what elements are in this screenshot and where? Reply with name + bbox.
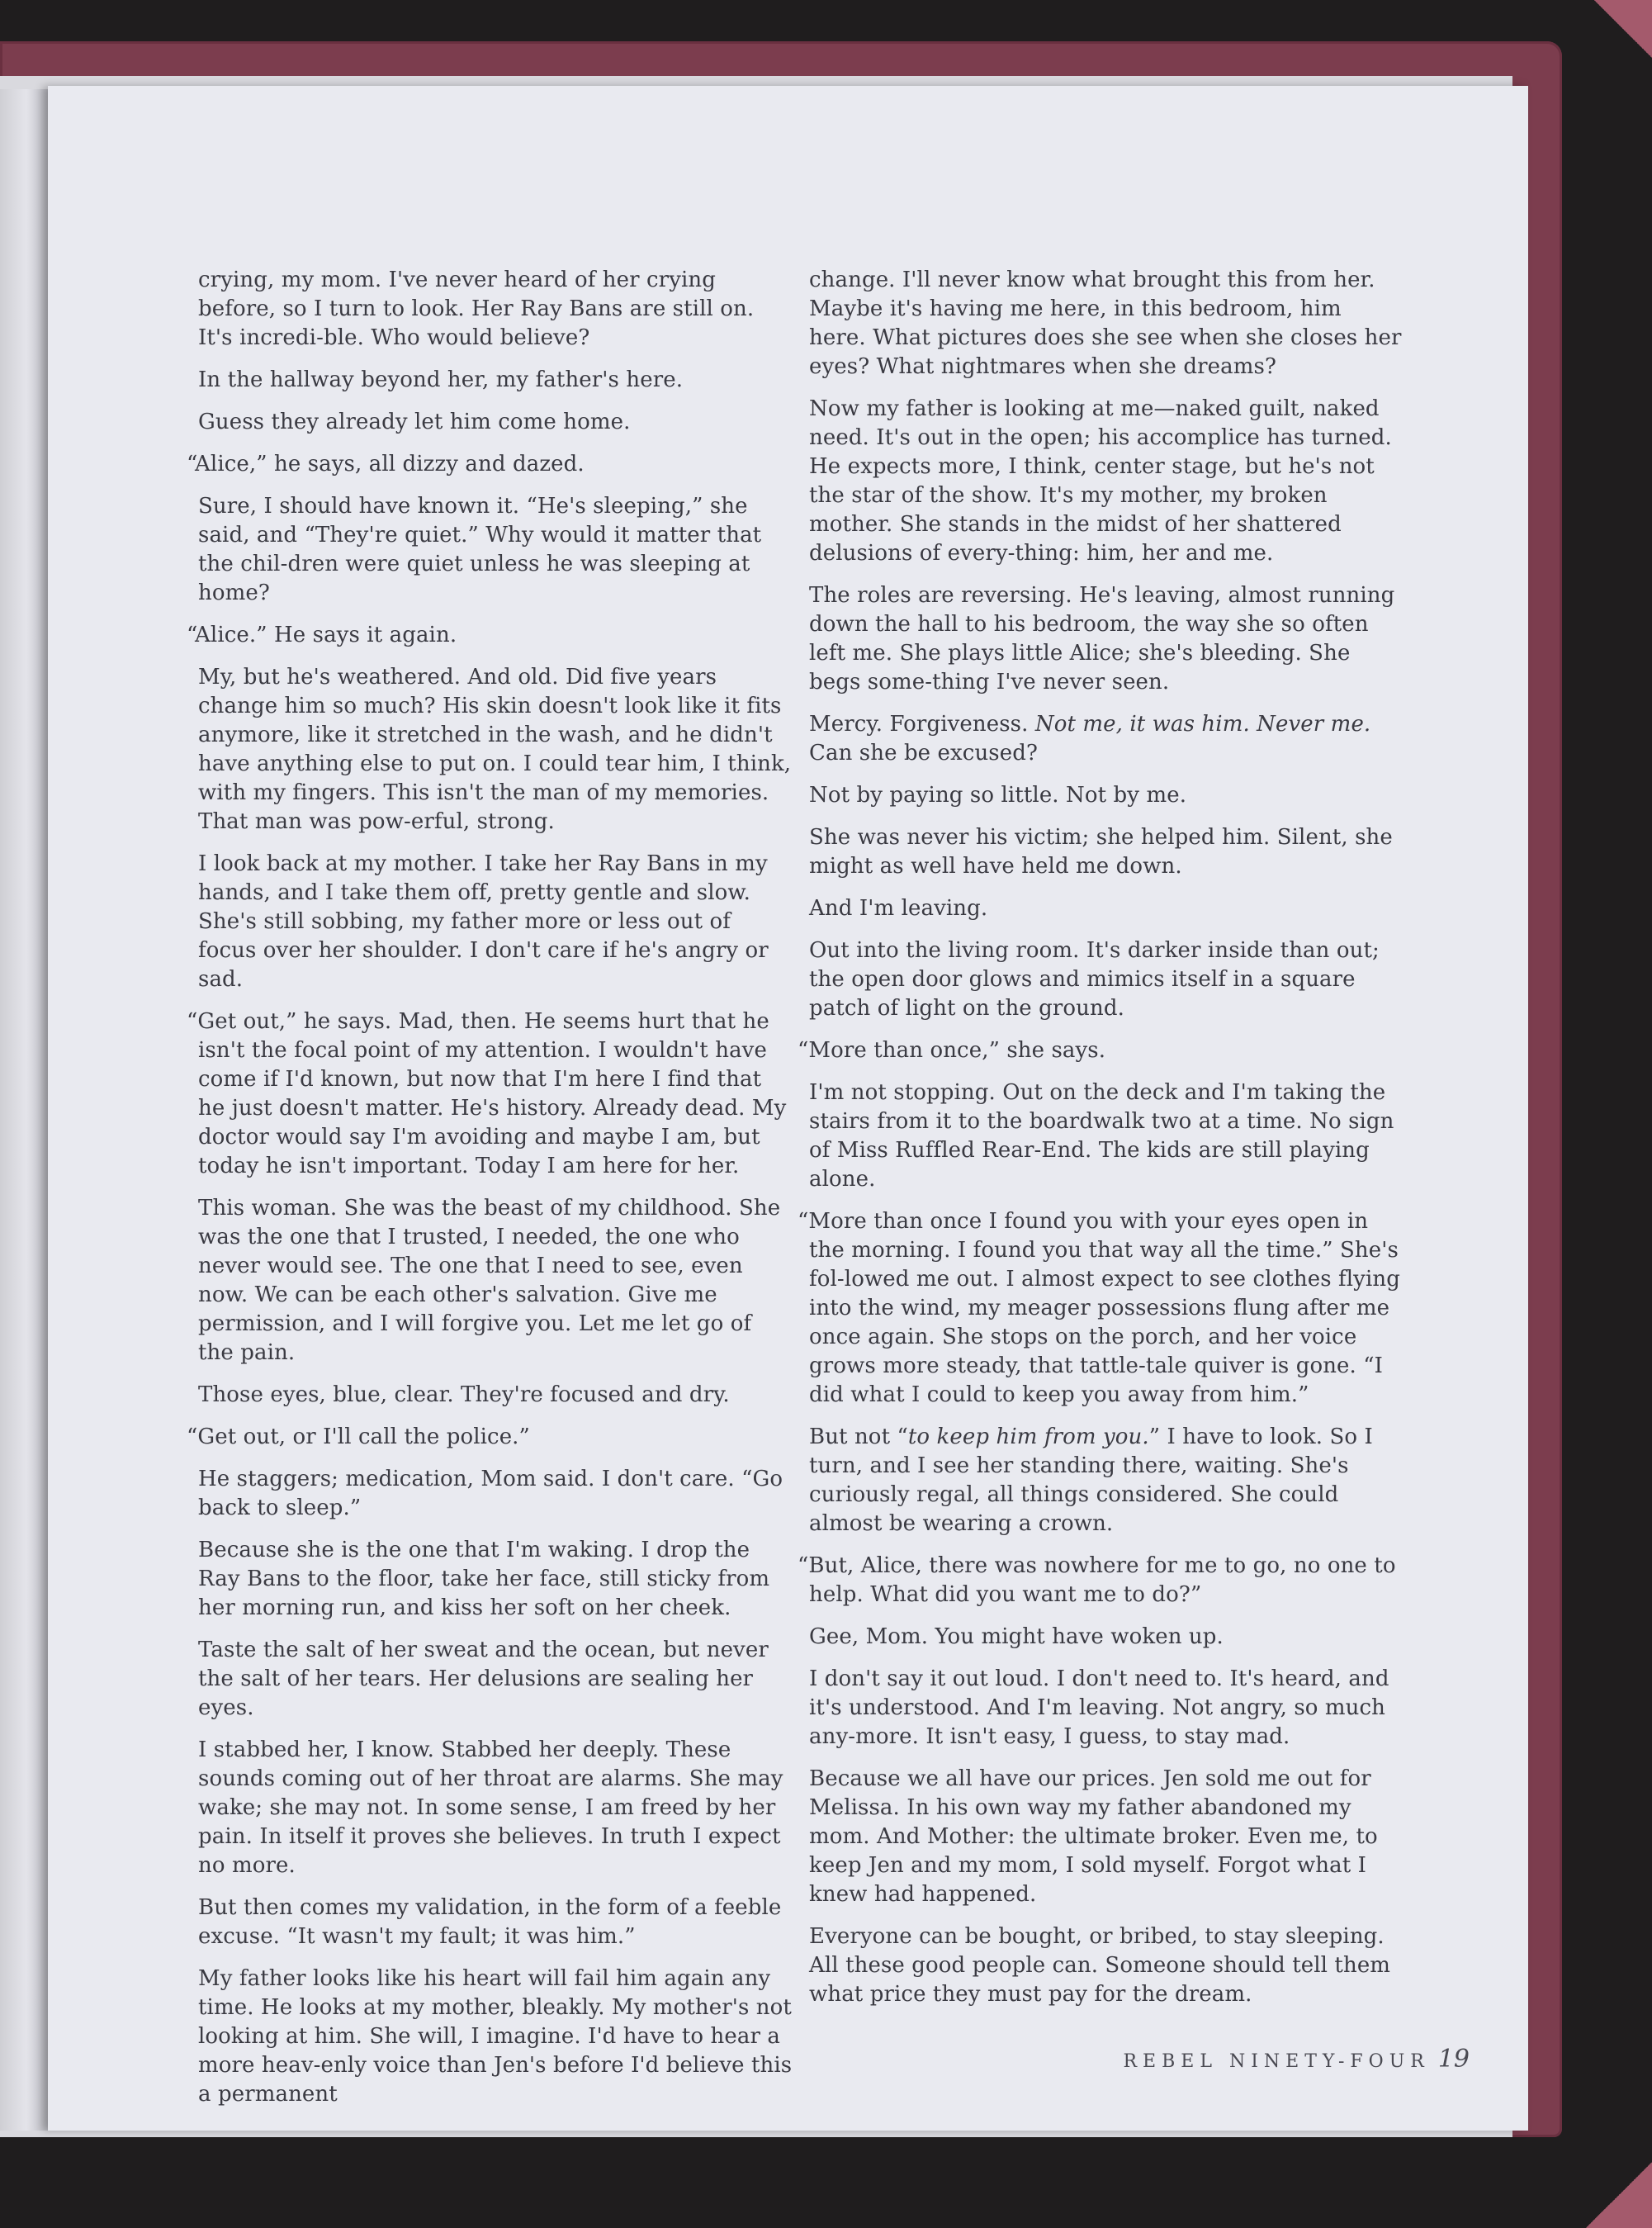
paragraph xyxy=(198,266,793,353)
paragraph xyxy=(809,781,1403,810)
paragraph-text: I look back at my mother. I take her Ray Bans in my hands, and I take them off, pretty gentle and slow. She's still sobbing, my father more or less out of focus over her shoulder. I don't care if he's angry or sad. xyxy=(198,851,769,992)
paragraph-text: Sure, I should have known it. “He's sleeping,” she said, and “They're quiet.” Why would it matter that the chil-dren were quiet unless he was sleeping at home? xyxy=(198,494,762,605)
paragraph-text: And I'm leaving. xyxy=(809,896,988,921)
paragraph xyxy=(198,1465,793,1523)
paragraph xyxy=(198,408,793,437)
paragraph xyxy=(798,1036,1403,1065)
page-footer xyxy=(1082,2045,1470,2074)
paragraph-text: crying, my mom. I've never heard of her crying before, so I turn to look. Her Ray Bans are still on. It's incredi-ble. Who would believe? xyxy=(198,268,755,350)
paragraph-text: In the hallway beyond her, my father's here. xyxy=(198,367,684,392)
paragraph-text: Because we all have our prices. Jen sold me out for Melissa. In his own way my father abandoned my mom. And Mother: the ultimate broker. Even me, to keep Jen and my mom, I sold myself. Forgot what I knew had happened. xyxy=(809,1766,1378,1907)
book-spine xyxy=(0,89,48,2131)
italic-text: Not me, it was him. Never me. xyxy=(1034,712,1371,737)
paragraph-text: She was never his victim; she helped him. Silent, she might as well have held me down. xyxy=(809,825,1393,879)
paragraph xyxy=(798,1207,1403,1410)
cover-corner-bottom xyxy=(1586,2162,1652,2228)
paragraph xyxy=(798,1552,1403,1609)
paragraph xyxy=(809,823,1403,881)
paragraph xyxy=(809,1423,1403,1538)
paragraph xyxy=(198,1736,793,1880)
paragraph xyxy=(809,1078,1403,1194)
paragraph xyxy=(809,266,1403,382)
paragraph-text: The roles are reversing. He's leaving, almost running down the hall to his bedroom, the way she so often left me. She plays little Alice; she's bleeding. She begs some-thing I've never seen. xyxy=(809,583,1395,694)
paragraph-text: My father looks like his heart will fail him again any time. He looks at my mother, bleakly. My mother's not looking at him. She will, I imagine. I'd have to hear a more heav-enly voice than Jen's before I'd believe this a permanent xyxy=(198,1966,793,2107)
paragraph xyxy=(809,710,1403,768)
paragraph xyxy=(809,1765,1403,1909)
paragraph-text: “More than once I found you with your eyes open in the morning. I found you that way all the time.” She's fol-lowed me out. I almost expect to see clothes flying into the wind, my meager possessions flung after me once again. She stops on the porch, and her voice grows more steady, that tattle-tale quiver is gone. “I did what I could to keep you away from him.” xyxy=(798,1209,1400,1407)
paragraph xyxy=(187,1007,793,1181)
paragraph-text: ” I have to look. So I turn, and I see her standing there, waiting. She's curiously regal, all things considered. She could almost be wearing a crown. xyxy=(809,1424,1373,1536)
paragraph xyxy=(198,1194,793,1368)
paragraph-text: He staggers; medication, Mom said. I don't care. “Go back to sleep.” xyxy=(198,1467,783,1520)
paragraph xyxy=(198,492,793,608)
paragraph-text: But then comes my validation, in the form of a feeble excuse. “It wasn't my fault; it was him.” xyxy=(198,1895,782,1949)
paragraph xyxy=(198,663,793,837)
paragraph-text: Not by paying so little. Not by me. xyxy=(809,783,1187,808)
italic-text: to keep him from you. xyxy=(907,1424,1149,1449)
paragraph xyxy=(198,1894,793,1951)
paragraph-text: “Get out, or I'll call the police.” xyxy=(187,1424,530,1449)
paragraph-text: I don't say it out loud. I don't need to. It's heard, and it's understood. And I'm leaving. Not angry, so much any-more. It isn't easy, I guess, to stay mad. xyxy=(809,1666,1389,1749)
paragraph-text: But not “ xyxy=(809,1424,908,1449)
paragraph-text: “Alice,” he says, all dizzy and dazed. xyxy=(187,452,585,476)
paragraph-text: This woman. She was the beast of my childhood. She was the one that I trusted, I needed, the one who never would see. The one that I need to see, even now. We can be each other's salvation. Give me permission, and I will forgive you. Let me let go of the pain. xyxy=(198,1196,781,1365)
paragraph xyxy=(809,581,1403,697)
paragraph xyxy=(187,621,793,650)
paragraph-text: I'm not stopping. Out on the deck and I'm taking the stairs from it to the boardwalk two at a time. No sign of Miss Ruffled Rear-End. The kids are still playing alone. xyxy=(809,1080,1394,1192)
paragraph-text: Out into the living room. It's darker inside than out; the open door glows and mimics itself in a square patch of light on the ground. xyxy=(809,938,1380,1021)
running-title: REBEL NINETY-FOUR xyxy=(1123,2051,1430,2072)
paragraph-text: Everyone can be bought, or bribed, to stay sleeping. All these good people can. Someone should tell them what price they must pay for the dream. xyxy=(809,1924,1391,2007)
paragraph xyxy=(809,1922,1403,2009)
paragraph xyxy=(187,450,793,479)
paragraph xyxy=(198,1636,793,1723)
paragraph-text: Taste the salt of her sweat and the ocean, but never the salt of her tears. Her delusions are sealing her eyes. xyxy=(198,1638,769,1720)
paragraph xyxy=(187,1423,793,1452)
page-number: 19 xyxy=(1437,2045,1470,2074)
paragraph-text: Those eyes, blue, clear. They're focused and dry. xyxy=(198,1382,730,1407)
paragraph-text: “More than once,” she says. xyxy=(798,1038,1106,1063)
paragraph xyxy=(198,1965,793,2109)
paragraph-text: change. I'll never know what brought this from her. Maybe it's having me here, in this bedroom, him here. What pictures does she see when she closes her eyes? What nightmares when she dreams? xyxy=(809,268,1402,379)
paragraph-text: Guess they already let him come home. xyxy=(198,410,631,434)
paragraph xyxy=(198,366,793,395)
paragraph-text: Mercy. Forgiveness. xyxy=(809,712,1035,737)
paragraph xyxy=(809,1665,1403,1752)
paragraph xyxy=(198,1381,793,1410)
paragraph-text: “Get out,” he says. Mad, then. He seems hurt that he isn't the focal point of my attention. I wouldn't have come if I'd known, but now that I'm here I find that he just doesn't matter. He's history. Already dead. My doctor would say I'm avoiding and maybe I am, but today he isn't important. Today I am here for her. xyxy=(187,1009,787,1178)
paragraph xyxy=(198,850,793,994)
paragraph xyxy=(809,936,1403,1023)
paragraph xyxy=(809,395,1403,568)
right-column xyxy=(798,266,1403,2022)
left-column xyxy=(187,266,793,2122)
paragraph-text: Gee, Mom. You might have woken up. xyxy=(809,1624,1224,1649)
paragraph-text: Can she be excused? xyxy=(809,741,1039,766)
paragraph xyxy=(198,1536,793,1623)
paragraph-text: Now my father is looking at me—naked guilt, naked need. It's out in the open; his accomplice has turned. He expects more, I think, center stage, but he's not the star of the show. It's my mother, my broken mother. She stands in the midst of her shattered delusions of every-thing: him, her and me. xyxy=(809,396,1392,566)
paragraph-text: My, but he's weathered. And old. Did five years change him so much? His skin doesn't look like it fits anymore, like it stretched in the wash, and he didn't have anything else to put on. I could tear him, I think, with my fingers. This isn't the man of my memories. That man was pow-erful, strong. xyxy=(198,665,792,834)
paragraph xyxy=(809,1623,1403,1652)
paragraph xyxy=(809,894,1403,923)
paragraph-text: Because she is the one that I'm waking. I drop the Ray Bans to the floor, take her face, still sticky from her morning run, and kiss her soft on her cheek. xyxy=(198,1538,770,1620)
paragraph-text: “Alice.” He says it again. xyxy=(187,623,457,647)
paragraph-text: I stabbed her, I know. Stabbed her deeply. These sounds coming out of her throat are alarms. She may wake; she may not. In some sense, I am freed by her pain. In itself it proves she believes. In truth I expect no more. xyxy=(198,1737,783,1878)
paragraph-text: “But, Alice, there was nowhere for me to go, no one to help. What did you want me to do?” xyxy=(798,1553,1396,1607)
cover-corner-top xyxy=(1594,0,1652,58)
